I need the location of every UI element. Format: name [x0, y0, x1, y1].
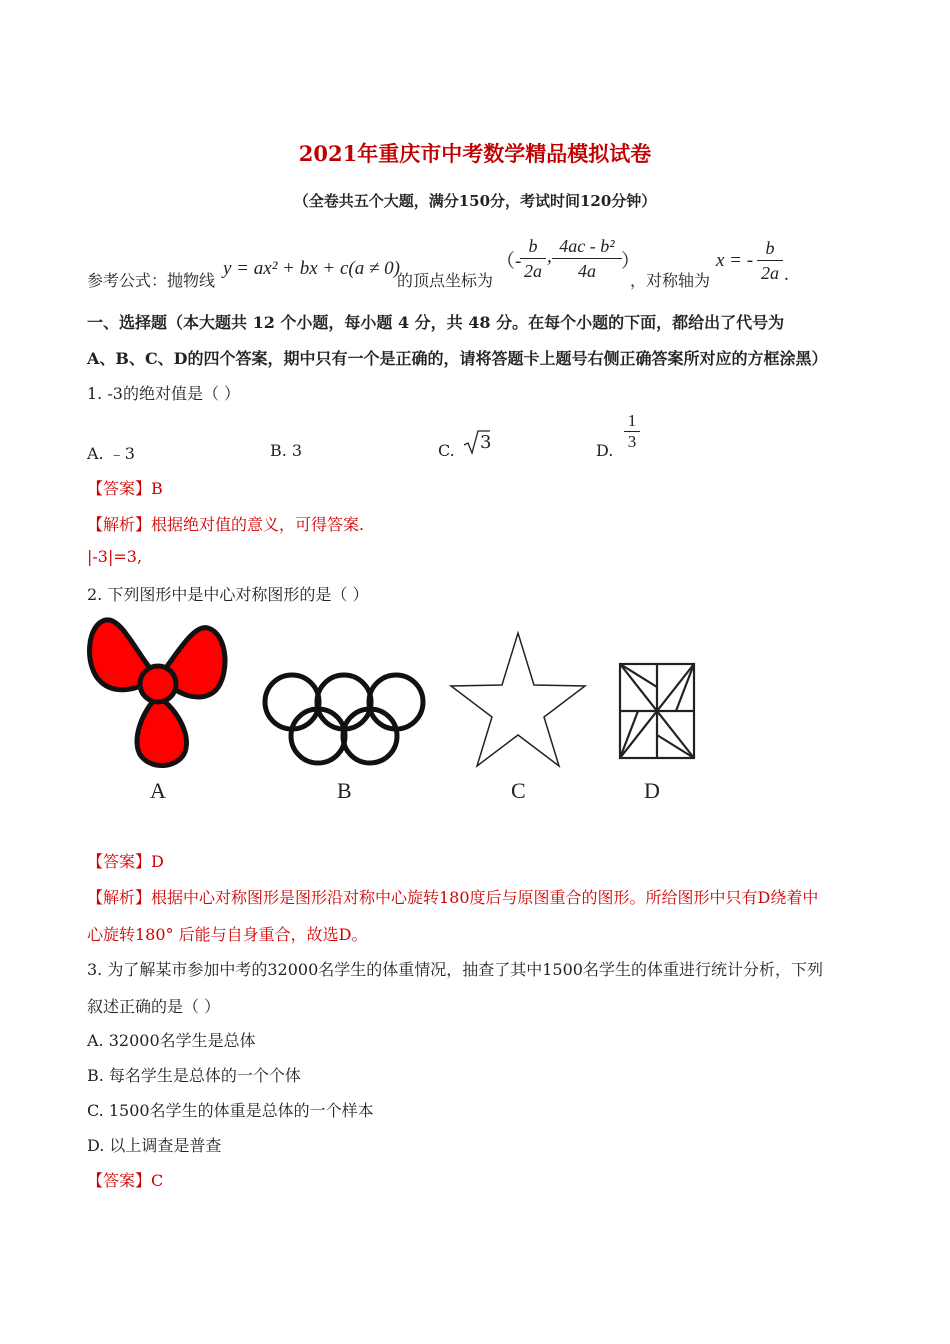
axis-dot: .: [784, 264, 789, 285]
figure-c-star: [448, 630, 588, 770]
section-heading-line2: A、B、C、D的四个答案，期中只有一个是正确的，请将答题卡上题号右侧正确答案所对应的方框涂黑）: [87, 349, 828, 368]
q1-option-d: [596, 411, 637, 460]
q1-option-c-label: C.: [438, 441, 455, 460]
figure-d-pinwheel: [618, 662, 696, 760]
q3-option-a: A. 32000名学生是总体: [87, 1031, 256, 1050]
figure-a-flower: [86, 612, 230, 770]
q1-option-c-value: 3: [480, 432, 492, 453]
q1-option-b: B. 3: [270, 441, 303, 460]
figure-d-label: D: [644, 778, 660, 803]
q1-analysis: 【解析】根据绝对值的意义，可得答案.: [87, 515, 365, 534]
q2-stem: 2. 下列图形中是中心对称图形的是（ ）: [87, 585, 369, 604]
vertex-comma: ,: [547, 246, 552, 267]
exam-info: （全卷共五个大题，满分150分，考试时间120分钟）: [293, 192, 657, 210]
parabola-formula: y = ax² + bx + c(a ≠ 0): [223, 258, 400, 279]
figure-c-label: C: [511, 778, 526, 803]
vertex-text: 的顶点坐标为: [397, 271, 494, 290]
q3-stem-line1: 3. 为了解某市参加中考的32000名学生的体重情况，抽查了其中1500名学生的体重进行统计分析，下列: [87, 960, 823, 979]
axis-fraction: $\frac{b}{2a}$: [757, 236, 783, 285]
figure-a-label: A: [150, 778, 166, 803]
axis-x: x = -: [716, 250, 754, 271]
q1-work: |-3|=3,: [87, 547, 143, 566]
page-title: 2021年重庆市中考数学精品模拟试卷: [298, 141, 652, 166]
q2-answer: 【答案】D: [87, 852, 164, 871]
q1-option-c: [438, 432, 492, 460]
q3-option-b: B. 每名学生是总体的一个个体: [87, 1066, 301, 1085]
figure-b-label: B: [337, 778, 352, 803]
formula-lead: 参考公式：抛物线: [87, 271, 216, 290]
q3-option-d: D. 以上调查是普查: [87, 1136, 222, 1155]
q3-stem-line2: 叙述正确的是（ ）: [87, 997, 221, 1016]
vertex-close: ）: [621, 251, 641, 272]
vertex-y-fraction: $\frac{\text{4ac - b²}}{4a}$: [552, 234, 622, 283]
section-heading-line1: 一、选择题（本大题共 12 个小题，每小题 4 分，共 48 分。在每个小题的下面，都给出了代号为: [87, 313, 785, 332]
q1-answer: 【答案】B: [87, 479, 163, 498]
figure-b-rings: [262, 666, 426, 772]
q2-analysis-line2: 心旋转180° 后能与自身重合，故选D。: [87, 925, 368, 944]
q3-answer: 【答案】C: [87, 1171, 164, 1190]
q1-option-d-fraction: $\frac{1}{3}$: [624, 411, 640, 452]
vertex-open: （-: [496, 251, 522, 272]
q1-stem: 1. -3的绝对值是（ ）: [87, 384, 241, 403]
q2-analysis-line1: 【解析】根据中心对称图形是图形沿对称中心旋转180度后与原图重合的图形。所给图形中只有D绕着中: [87, 888, 819, 907]
q3-option-c: C. 1500名学生的体重是总体的一个样本: [87, 1101, 374, 1120]
axis-text: ，对称轴为: [630, 271, 711, 290]
q1-option-a: A. ﹣3: [87, 444, 135, 463]
q1-option-d-label: D.: [596, 441, 614, 460]
vertex-x-fraction: $\frac{b}{2a}$: [520, 234, 546, 283]
